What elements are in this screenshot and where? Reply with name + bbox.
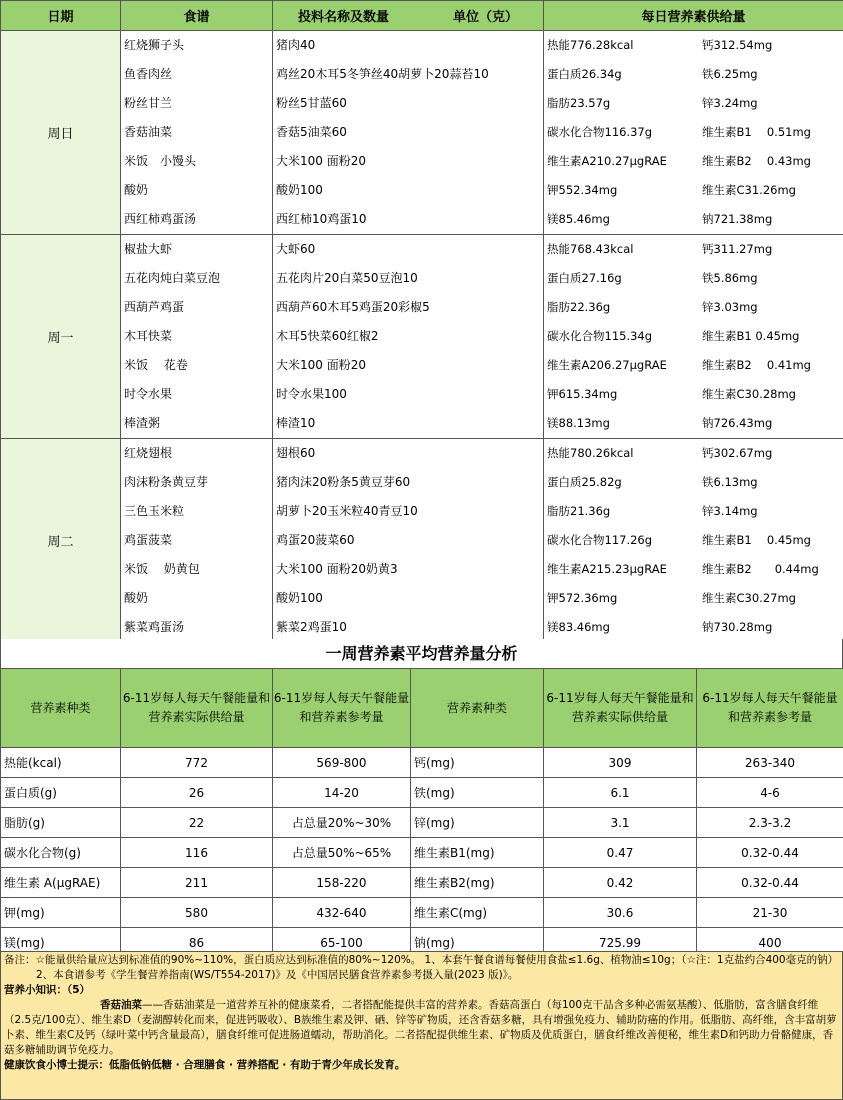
analysis-header-actual: 6-11岁每人每天午餐能量和营养素实际供给量 (544, 669, 697, 748)
reference-value: 65-100 (273, 928, 411, 958)
nutrition-line (544, 205, 843, 234)
nutrition-line (544, 613, 843, 642)
dish-item: 红烧翅根 (124, 446, 173, 460)
nutrition-value: 锌3.03mg (702, 300, 758, 314)
dish-item: 红烧狮子头 (124, 38, 185, 52)
analysis-row (1, 748, 843, 778)
nutrition-value: 钙312.54mg (702, 38, 773, 52)
nutrition-line (544, 555, 843, 584)
nutrient-name: 维生素B1(mg) (411, 838, 544, 868)
nutrition-line (544, 351, 843, 380)
reference-value: 2.3-3.2 (697, 808, 843, 838)
analysis-header-type: 营养素种类 (1, 669, 121, 748)
nutrition-value: 钙302.67mg (702, 446, 773, 460)
ingredient-item: 大米100 面粉20奶黄3 (276, 562, 398, 576)
nutrient-name: 蛋白质(g) (1, 778, 121, 808)
remark-line-1: 备注：☆能量供给量应达到标准值的90%~110%，蛋白质应达到标准值的80%~120%。 1、本套午餐食谱每餐使用食盐≤1.6g、植物油≤10g；（☆注：1克盐约合400毫克的钠） (4, 954, 839, 966)
actual-value: 30.6 (544, 898, 697, 928)
tip-paragraph (4, 998, 839, 1058)
nutrition-line (544, 380, 843, 409)
reference-value: 158-220 (273, 868, 411, 898)
reference-value: 432-640 (273, 898, 411, 928)
analysis-title: 一周营养素平均营养量分析 (0, 639, 843, 668)
ingredient-item: 西葫芦60木耳5鸡蛋20彩椒5 (276, 300, 430, 314)
ingredient-item: 胡萝卜20玉米粒40青豆10 (276, 504, 418, 518)
dish-item: 棒渣粥 (124, 416, 161, 430)
menu-header-row (1, 1, 843, 31)
actual-value: 0.42 (544, 868, 697, 898)
dish-item: 鸡蛋菠菜 (124, 533, 173, 547)
reference-value: 21-30 (697, 898, 843, 928)
nutrient-name: 镁(mg) (1, 928, 121, 958)
actual-value: 116 (121, 838, 273, 868)
reference-value: 占总量20%~30% (273, 808, 411, 838)
nutrition-value: 维生素A206.27μgRAE (547, 358, 667, 372)
dish-list (121, 439, 273, 643)
nutrition-value: 维生素B1 0.45mg (702, 533, 811, 547)
ingredient-list (273, 439, 544, 643)
ingredient-item: 猪肉沫20粉条5黄豆芽60 (276, 475, 411, 489)
ingredient-item: 紫菜2鸡蛋10 (276, 620, 347, 634)
nutrition-value: 维生素B2 0.41mg (702, 358, 811, 372)
nutrition-value: 热能768.43kcal (547, 242, 634, 256)
nutrition-line (544, 235, 843, 264)
dish-item: 木耳快菜 (124, 329, 173, 343)
dish-item: 西葫芦鸡蛋 (124, 300, 185, 314)
nutrition-line (544, 60, 843, 89)
nutrient-name: 钾(mg) (1, 898, 121, 928)
dish-item: 紫菜鸡蛋汤 (124, 620, 185, 634)
nutrient-name: 维生素C(mg) (411, 898, 544, 928)
header-unit-label: 单位（克） (453, 10, 519, 25)
tip-body: ——香菇油菜是一道营养互补的健康菜肴，二者搭配能提供丰富的营养素。香菇高蛋白（每100克干品含多种必需氨基酸）、低脂肪，富含膳食纤维（2.5克/100克）、维生素D（麦湖醇转化而来，促进钙吸收）、B族维生素及钾、硒、锌等矿物质，还含香菇多糖，具有增强免疫力、辅助防癌的作用。低脂肪、高纤维，含丰富胡萝卜素、维生素C及钙（绿叶菜中钙含量最高），膳食纤维可促进肠道蠕动，帮助消化。二者搭配提供维生素、矿物质及优质蛋白，膳食纤维改善便秘，维生素D和钙助力骨骼健康，香菇多糖辅助调节免疫力。 (4, 999, 837, 1056)
nutrition-value: 维生素C30.27mg (702, 591, 796, 605)
nutrition-value: 脂肪21.36g (547, 504, 611, 518)
actual-value: 86 (121, 928, 273, 958)
actual-value: 3.1 (544, 808, 697, 838)
reference-value: 569-800 (273, 748, 411, 778)
ingredient-item: 酸奶100 (276, 183, 323, 197)
nutrition-line (544, 147, 843, 176)
analysis-header-actual: 6-11岁每人每天午餐能量和营养素实际供给量 (121, 669, 273, 748)
actual-value: 6.1 (544, 778, 697, 808)
dish-item: 时令水果 (124, 387, 173, 401)
nutrient-name: 维生素B2(mg) (411, 868, 544, 898)
day-label: 周一 (1, 235, 121, 439)
nutrient-name: 脂肪(g) (1, 808, 121, 838)
nutrition-value: 热能776.28kcal (547, 38, 634, 52)
nutrient-name: 钙(mg) (411, 748, 544, 778)
nutrition-value: 维生素A215.23μgRAE (547, 562, 667, 576)
dish-item: 酸奶 (124, 591, 149, 605)
nutrition-value: 维生素B2 0.43mg (702, 154, 811, 168)
header-recipe: 食谱 (121, 1, 273, 31)
nutrient-name: 碳水化合物(g) (1, 838, 121, 868)
nutrition-line (544, 264, 843, 293)
ingredient-item: 翅根60 (276, 446, 316, 460)
nutrition-value: 维生素C30.28mg (702, 387, 796, 401)
dish-item: 米饭 奶黄包 (124, 562, 200, 576)
nutrient-name: 钠(mg) (411, 928, 544, 958)
nutrition-value: 镁83.46mg (547, 620, 610, 634)
analysis-row (1, 808, 843, 838)
dish-item: 西红柿鸡蛋汤 (124, 212, 197, 226)
ingredient-item: 鸡蛋20菠菜60 (276, 533, 355, 547)
header-nutrition: 每日营养素供给量 (544, 1, 843, 31)
day-label: 周二 (1, 439, 121, 643)
nutrition-value: 铁5.86mg (702, 271, 758, 285)
nutrition-value: 脂肪22.36g (547, 300, 611, 314)
dish-item: 椒盐大虾 (124, 242, 173, 256)
nutrition-value: 碳水化合物115.34g (547, 329, 653, 343)
dish-item: 三色玉米粒 (124, 504, 185, 518)
analysis-row (1, 898, 843, 928)
nutrition-list (544, 235, 843, 439)
remark-line-2: 2、本食谱参考《学生餐营养指南(WS/T554-2017)》及《中国居民膳食营养素参考摄入量(2023 版)》。 (36, 969, 519, 981)
ingredient-item: 粉丝5甘蓝60 (276, 96, 347, 110)
actual-value: 725.99 (544, 928, 697, 958)
nutrition-line (544, 526, 843, 555)
ingredient-item: 酸奶100 (276, 591, 323, 605)
nutrition-value: 维生素B2 0.44mg (702, 562, 819, 576)
analysis-row (1, 778, 843, 808)
nutrition-value: 蛋白质25.82g (547, 475, 622, 489)
nutrition-value: 钠726.43mg (702, 416, 773, 430)
nutrition-value: 锌3.14mg (702, 504, 758, 518)
nutrition-line (544, 31, 843, 60)
nutrition-value: 铁6.13mg (702, 475, 758, 489)
dish-item: 米饭 花卷 (124, 358, 188, 372)
ingredient-item: 鸡丝20木耳5冬笋丝40胡萝卜20蒜苔10 (276, 67, 489, 81)
nutrition-value: 维生素B1 0.45mg (702, 329, 800, 343)
dish-item: 香菇油菜 (124, 125, 173, 139)
ingredient-item: 大米100 面粉20 (276, 154, 366, 168)
nutrition-value: 碳水化合物117.26g (547, 533, 653, 547)
actual-value: 26 (121, 778, 273, 808)
ingredient-item: 大米100 面粉20 (276, 358, 366, 372)
header-date: 日期 (1, 1, 121, 31)
nutrition-value: 碳水化合物116.37g (547, 125, 653, 139)
dish-item: 米饭 小馒头 (124, 154, 197, 168)
dish-item: 肉沫粉条黄豆芽 (124, 475, 209, 489)
nutrition-line (544, 497, 843, 526)
nutrition-analysis-table (0, 668, 843, 958)
menu-day-row (1, 235, 843, 439)
reference-value: 263-340 (697, 748, 843, 778)
actual-value: 22 (121, 808, 273, 838)
nutrition-value: 热能780.26kcal (547, 446, 634, 460)
dish-list (121, 31, 273, 235)
nutrition-value: 钙311.27mg (702, 242, 773, 256)
dish-item: 五花肉炖白菜豆泡 (124, 271, 221, 285)
dish-item: 粉丝甘兰 (124, 96, 173, 110)
tip-heading: 香菇油菜 (100, 999, 142, 1011)
ingredient-item: 木耳5快菜60红椒2 (276, 329, 379, 343)
nutrition-value: 镁88.13mg (547, 416, 610, 430)
reference-value: 0.32-0.44 (697, 838, 843, 868)
dish-item: 酸奶 (124, 183, 149, 197)
nutrition-line (544, 584, 843, 613)
nutrition-value: 维生素A210.27μgRAE (547, 154, 667, 168)
nutrition-line (544, 439, 843, 468)
actual-value: 211 (121, 868, 273, 898)
analysis-header-row (1, 669, 843, 748)
nutrition-line (544, 89, 843, 118)
notes-panel (0, 951, 843, 1100)
ingredient-item: 香菇5油菜60 (276, 125, 347, 139)
tip-title: 营养小知识：（5） (4, 984, 91, 996)
actual-value: 0.47 (544, 838, 697, 868)
actual-value: 772 (121, 748, 273, 778)
ingredient-item: 五花肉片20白菜50豆泡10 (276, 271, 418, 285)
header-ingredients-label: 投料名称及数量 (297, 10, 389, 25)
nutrition-value: 维生素B1 0.51mg (702, 125, 811, 139)
nutrition-value: 钠730.28mg (702, 620, 773, 634)
dish-item: 鱼香肉丝 (124, 67, 173, 81)
analysis-header-type: 营养素种类 (411, 669, 544, 748)
nutrition-value: 铁6.25mg (702, 67, 758, 81)
nutrient-name: 热能(kcal) (1, 748, 121, 778)
nutrition-value: 蛋白质26.34g (547, 67, 622, 81)
actual-value: 580 (121, 898, 273, 928)
ingredient-item: 西红柿10鸡蛋10 (276, 212, 367, 226)
header-ingredients (273, 1, 544, 31)
ingredient-list (273, 31, 544, 235)
reference-value: 4-6 (697, 778, 843, 808)
nutrition-line (544, 468, 843, 497)
reference-value: 0.32-0.44 (697, 868, 843, 898)
reference-value: 400 (697, 928, 843, 958)
nutrition-value: 钾572.36mg (547, 591, 618, 605)
nutrition-line (544, 118, 843, 147)
menu-day-row (1, 439, 843, 643)
ingredient-item: 猪肉40 (276, 38, 316, 52)
nutrition-list (544, 31, 843, 235)
health-tip: 健康饮食小博士提示：低脂低钠低糖 · 合理膳食 · 营养搭配 · 有助于青少年成长发育。 (4, 1059, 406, 1071)
nutrition-value: 锌3.24mg (702, 96, 758, 110)
nutrition-value: 钾552.34mg (547, 183, 618, 197)
analysis-header-reference: 6-11岁每人每天午餐能量和营养素参考量 (273, 669, 411, 748)
nutrient-name: 铁(mg) (411, 778, 544, 808)
nutrition-line (544, 176, 843, 205)
nutrition-value: 镁85.46mg (547, 212, 610, 226)
ingredient-item: 大虾60 (276, 242, 316, 256)
analysis-row (1, 838, 843, 868)
nutrition-value: 蛋白质27.16g (547, 271, 622, 285)
ingredient-item: 时令水果100 (276, 387, 347, 401)
menu-day-row (1, 31, 843, 235)
nutrition-value: 钾615.34mg (547, 387, 618, 401)
nutrient-name: 维生素 A(μgRAE) (1, 868, 121, 898)
nutrition-line (544, 293, 843, 322)
nutrient-name: 锌(mg) (411, 808, 544, 838)
nutrition-value: 脂肪23.57g (547, 96, 611, 110)
nutrition-value: 钠721.38mg (702, 212, 773, 226)
reference-value: 14-20 (273, 778, 411, 808)
day-label: 周日 (1, 31, 121, 235)
nutrition-line (544, 322, 843, 351)
reference-value: 占总量50%~65% (273, 838, 411, 868)
nutrition-value: 维生素C31.26mg (702, 183, 796, 197)
nutrition-list (544, 439, 843, 643)
ingredient-list (273, 235, 544, 439)
actual-value: 309 (544, 748, 697, 778)
nutrition-line (544, 409, 843, 438)
dish-list (121, 235, 273, 439)
ingredient-item: 棒渣10 (276, 416, 316, 430)
analysis-header-reference: 6-11岁每人每天午餐能量和营养素参考量 (697, 669, 843, 748)
analysis-row (1, 868, 843, 898)
